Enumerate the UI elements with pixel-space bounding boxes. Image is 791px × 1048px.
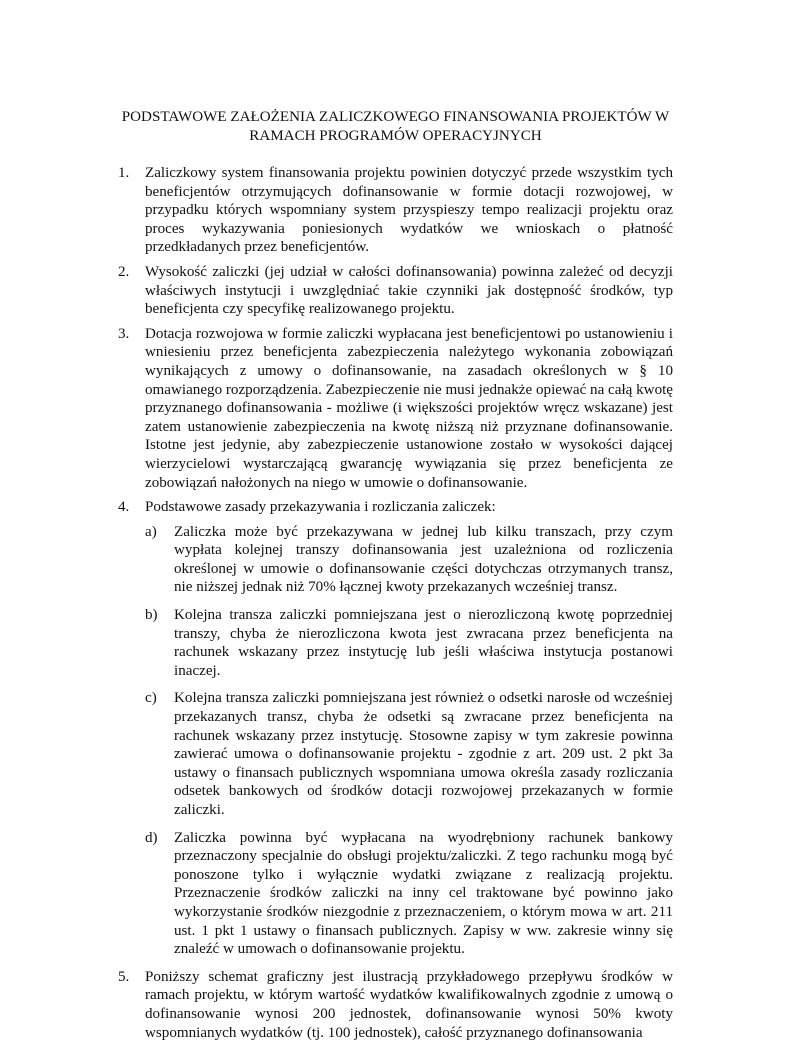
list-item-5 (118, 968, 673, 1042)
list-item-1 (118, 164, 673, 257)
sub-item-d (145, 829, 673, 959)
sub-item-a (145, 523, 673, 597)
document-body (118, 164, 673, 1048)
main-list (118, 164, 673, 1042)
title-line-1: PODSTAWOWE ZAŁOŻENIA ZALICZKOWEGO FINANSOWANIA PROJEKTÓW W (121, 109, 670, 125)
sub-item-letter: a) (145, 523, 157, 540)
sub-item-text: Zaliczka powinna być wypłacana na wyodrębniony rachunek bankowy przeznaczony specjalnie do obsługi projektu/zaliczki. Z tego rachunku mogą być ponoszone tylko i wyłącznie wydatki związane z realizacją projektu. Przeznaczenie środków zaliczki na inny cel traktowane być powinno jako wykorzystanie środków niezgodnie z przeznaczeniem, o którym mowa w art. 211 ust. 1 pkt 1 ustawy o finansach publicznych. Zapisy w ww. zakresie winny się znaleźć w umowach o dofinansowanie projektu. (174, 829, 673, 958)
title-line-2: RAMACH PROGRAMÓW OPERACYJNYCH (249, 127, 542, 144)
sub-item-letter: d) (145, 829, 158, 846)
list-item-text: Zaliczkowy system finansowania projektu powinien dotyczyć przede wszystkim tych beneficjentów otrzymujących dofinansowanie w formie dotacji rozwojowej, w przypadku których wspomniany system przyspieszy tempo realizacji projektu oraz proces wykazywania poniesionych wydatków we wnioskach o płatność przedkładanych przez beneficjentów. (145, 165, 673, 256)
list-item-number: 4. (118, 499, 130, 516)
sub-item-text: Kolejna transza zaliczki pomniejszana jest również o odsetki narosłe od wcześniej przekazanych transz, chyba że odsetki są zwracane przez beneficjenta na rachunek wskazany przez instytucję. Stosowne zapisy w tym zakresie powinna zawierać umowa o dofinansowanie projektu - zgodnie z art. 209 ust. 2 pkt 3a ustawy o finansach publicznych wspomniana umowa określa zasady rozliczania odsetek bankowych od środków dotacji rozwojowej przekazanych w formie zaliczki. (174, 690, 673, 818)
page-title (100, 108, 691, 145)
list-item-4 (118, 498, 673, 959)
list-item-3 (118, 325, 673, 492)
list-item-2 (118, 263, 673, 319)
sub-item-text: Zaliczka może być przekazywana w jednej lub kilku transzach, przy czym wypłata kolejnej transzy dofinansowania jest uzależniona od rozliczenia określonej w umowie o dofinansowanie części dotychczas otrzymanych transz, nie niższej jednak niż 70% łącznej kwoty przekazanych wcześniej transz. (174, 523, 673, 596)
list-item-number: 1. (118, 165, 130, 181)
sub-item-c (145, 689, 673, 819)
list-item-number: 2. (118, 263, 130, 280)
list-item-text: Poniższy schemat graficzny jest ilustracją przykładowego przepływu środków w ramach projektu, w którym wartość wydatków kwalifikowalnych zgodnie z umową o dofinansowanie wynosi 200 jednostek, dofinansowanie wynosi 50% kwoty wspomnianych wydatków (tj. 100 jednostek), całość przyznanego dofinansowania (145, 968, 673, 1041)
list-item-number: 3. (118, 325, 130, 342)
list-item-text: Dotacja rozwojowa w formie zaliczki wypłacana jest beneficjentowi po ustanowieniu i wniesieniu przez beneficjenta zabezpieczenia należytego wykonania zobowiązań wynikających z umowy o dofinansowanie, na zasadach określonych w § 10 omawianego rozporządzenia. Zabezpieczenie nie musi jednakże opiewać na całą kwotę przyznanego dofinansowania - możliwe (i większości projektów wręcz wskazane) jest zatem ustanowienie zabezpieczenia na kwotę niższą niż przyznane dofinansowanie. Istotne jest jedynie, aby zabezpieczenie ustanowione zostało w wysokości dającej wierzycielowi wystarczającą gwarancję wywiązania się przez beneficjenta ze zobowiązań nałożonych na niego w umowie o dofinansowanie. (145, 325, 674, 491)
sub-item-letter: c) (145, 690, 157, 707)
list-item-number: 5. (118, 968, 130, 985)
list-item-text: Wysokość zaliczki (jej udział w całości dofinansowania) powinna zależeć od decyzji właściwych instytucji i uwzględniać takie czynniki jak dostępność środków, typ beneficjenta czy specyfikę realizowanego projektu. (145, 263, 673, 318)
sub-item-letter: b) (145, 607, 158, 624)
sub-item-b (145, 606, 673, 680)
sub-item-text: Kolejna transza zaliczki pomniejszana jest o nierozliczoną kwotę poprzedniej transzy, chyba że nierozliczona kwota jest zwracana przez beneficjenta na rachunek wskazany przez instytucję lub jeśli właściwa instytucja postanowi inaczej. (174, 607, 673, 679)
sub-list (145, 523, 673, 959)
list-item-text: Podstawowe zasady przekazywania i rozliczania zaliczek: (145, 499, 496, 516)
